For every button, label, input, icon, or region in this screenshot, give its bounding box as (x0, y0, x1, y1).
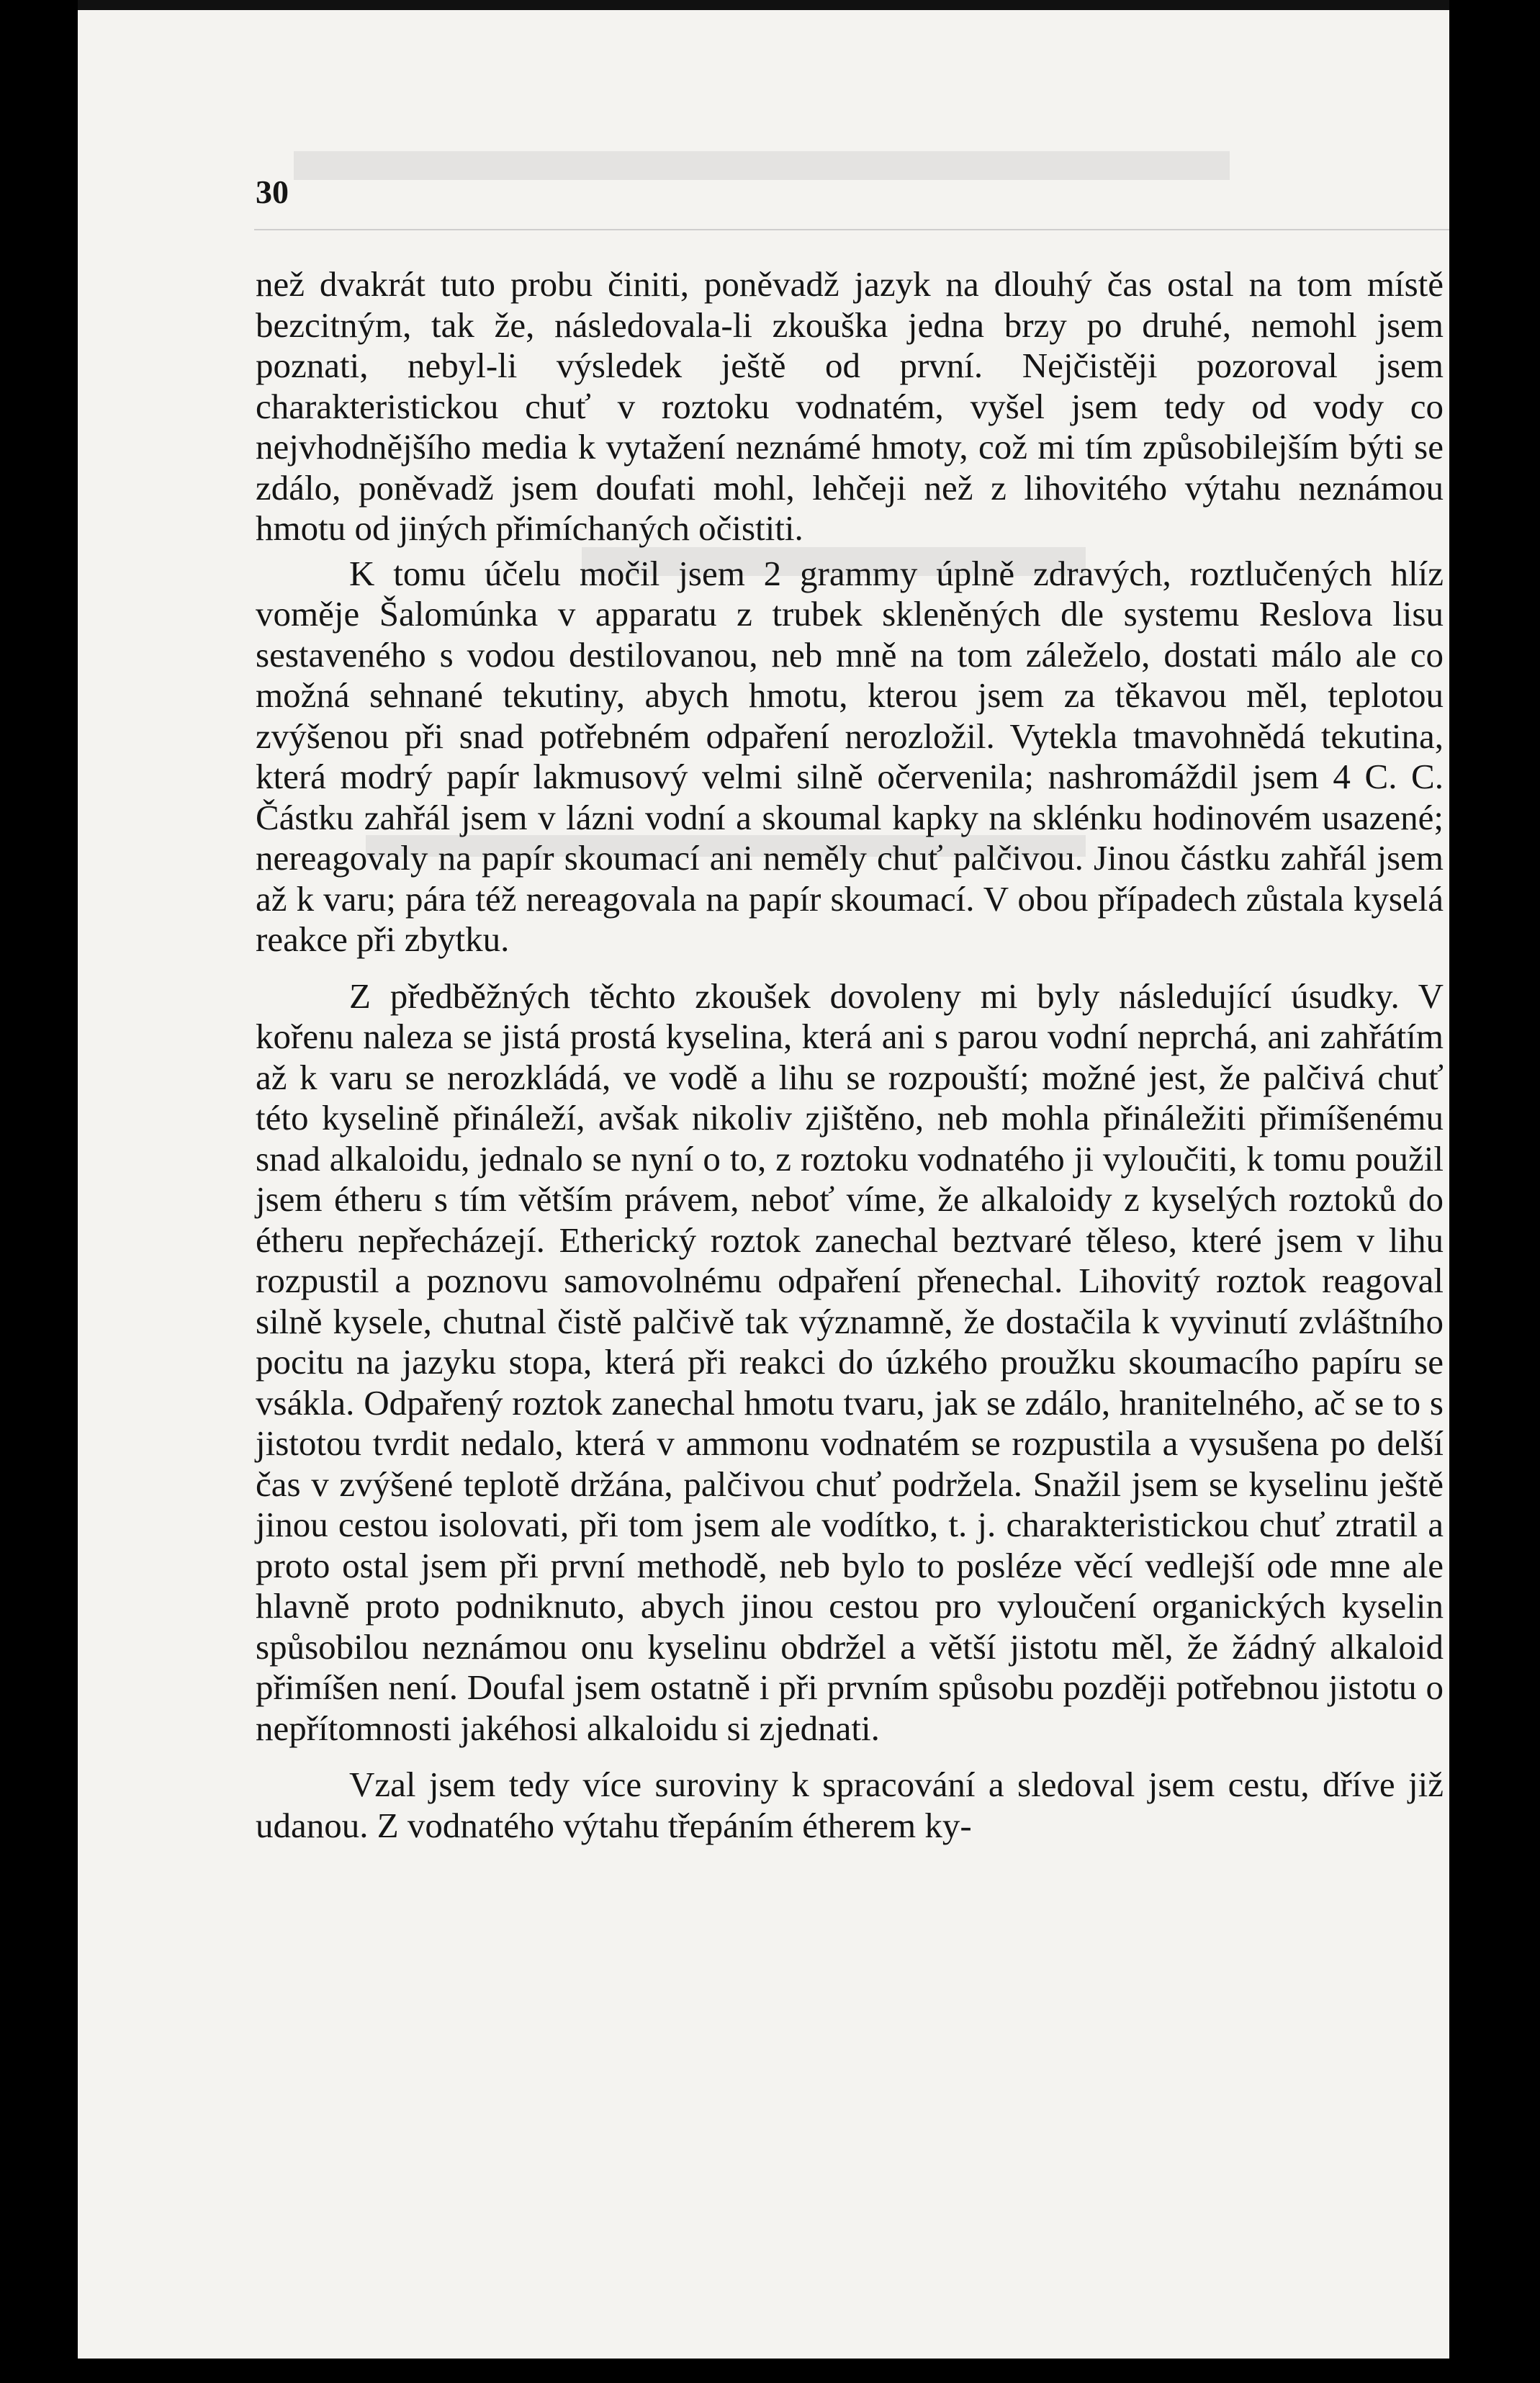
paragraph-1: než dvakrát tuto probu činiti, poněvadž jazyk na dlouhý čas ostal na tom místě bezcitným, tak že, následovala-li zkouška jedna brzy po druhé, nemohl jsem poznati, nebyl-li výsledek ještě od první. Nejčistěji pozoroval jsem charakteristickou chuť v roztoku vodnatém, vyšel jsem tedy od vody co nejvhodnějšího media k vytažení neznámé hmoty, což mi tím způsobilejším býti se zdálo, poněvadž jsem doufati mohl, lehčeji než z lihovitého výtahu neznámou hmotu od jiných přimíchaných očistiti. (256, 264, 1444, 548)
paragraph-3: Z předběžných těchto zkoušek dovoleny mi byly následující úsudky. V kořenu naleza se jistá prostá kyselina, která ani s parou vodní neprchá, ani zahřátím až k varu se nerozkládá, ve vodě a lihu se rozpouští; možné jest, že palčivá chuť této kyselině přináleží, avšak nikoliv zjištěno, neb mohla přináležiti přimíšenému snad alkaloidu, jednalo se nyní o to, z roztoku vodnatého ji vyloučiti, k tomu použil jsem étheru s tím větším právem, neboť víme, že alkaloidy z kyselých roztoků do étheru nepřecházejí. Etherický roztok zanechal beztvaré těleso, které jsem v lihu rozpustil a poznovu samovolnému odpaření přenechal. Lihovitý roztok reagoval silně kysele, chutnal čistě palčivě tak významně, že dostačila k vyvinutí zvláštního pocitu na jazyku stopa, která při reakci do úzkého proužku skoumacího papíru se vsákla. Odpařený roztok zanechal hmotu tvaru, jak se zdálo, hranitelného, ač se to s jistotou tvrdit nedalo, která v ammonu vodnatém se rozpustila a vysušena po delší čas v zvýšené teplotě držána, palčivou chuť podržela. Snažil jsem se kyselinu ještě jinou cestou isolovati, při tom jsem ale vodítko, t. j. charakteristickou chuť ztratil a proto ostal jsem při první methodě, neb bylo to posléze věcí vedlejší ode mne ale hlavně proto podniknuto, abych jinou cestou pro vyloučení organických kyselin spůsobilou neznámou onu kyselinu obdržel a větší jistotu měl, že žádný alkaloid přimíšen není. Doufal jsem ostatně i při prvním spůsobu později potřebnou jistotu o nepřítomnosti jakéhosi alkaloidu si zjednati. (256, 976, 1444, 1748)
header-rule (254, 229, 1449, 230)
scan-border (78, 0, 1449, 10)
body-text (256, 264, 1444, 1846)
paragraph-4: Vzal jsem tedy více suroviny k spracování a sledoval jsem cestu, dříve již udanou. Z vodnatého výtahu třepáním étherem ky- (256, 1765, 1444, 1845)
paragraph-2: K tomu účelu močil jsem 2 grammy úplně zdravých, roztlučených hlíz voměje Šalomúnka v apparatu z trubek skleněných dle systemu Reslova lisu sestaveného s vodou destilovanou, neb mně na tom záleželo, dostati málo ale co možná sehnané tekutiny, abych hmotu, kterou jsem za těkavou měl, teplotou zvýšenou při snad potřebném odpaření nerozložil. Vytekla tmavohnědá tekutina, která modrý papír lakmusový velmi silně očervenila; nashromáždil jsem 4 C. C. Částku zahřál jsem v lázni vodní a skoumal kapky na sklénku hodinovém usazené; nereagovaly na papír skoumací ani neměly chuť palčivou. Jinou částku zahřál jsem až k varu; pára též nereagovala na papír skoumací. V obou případech zůstala kyselá reakce při zbytku. (256, 553, 1444, 959)
document-page (78, 0, 1449, 2359)
page-number: 30 (256, 174, 289, 210)
